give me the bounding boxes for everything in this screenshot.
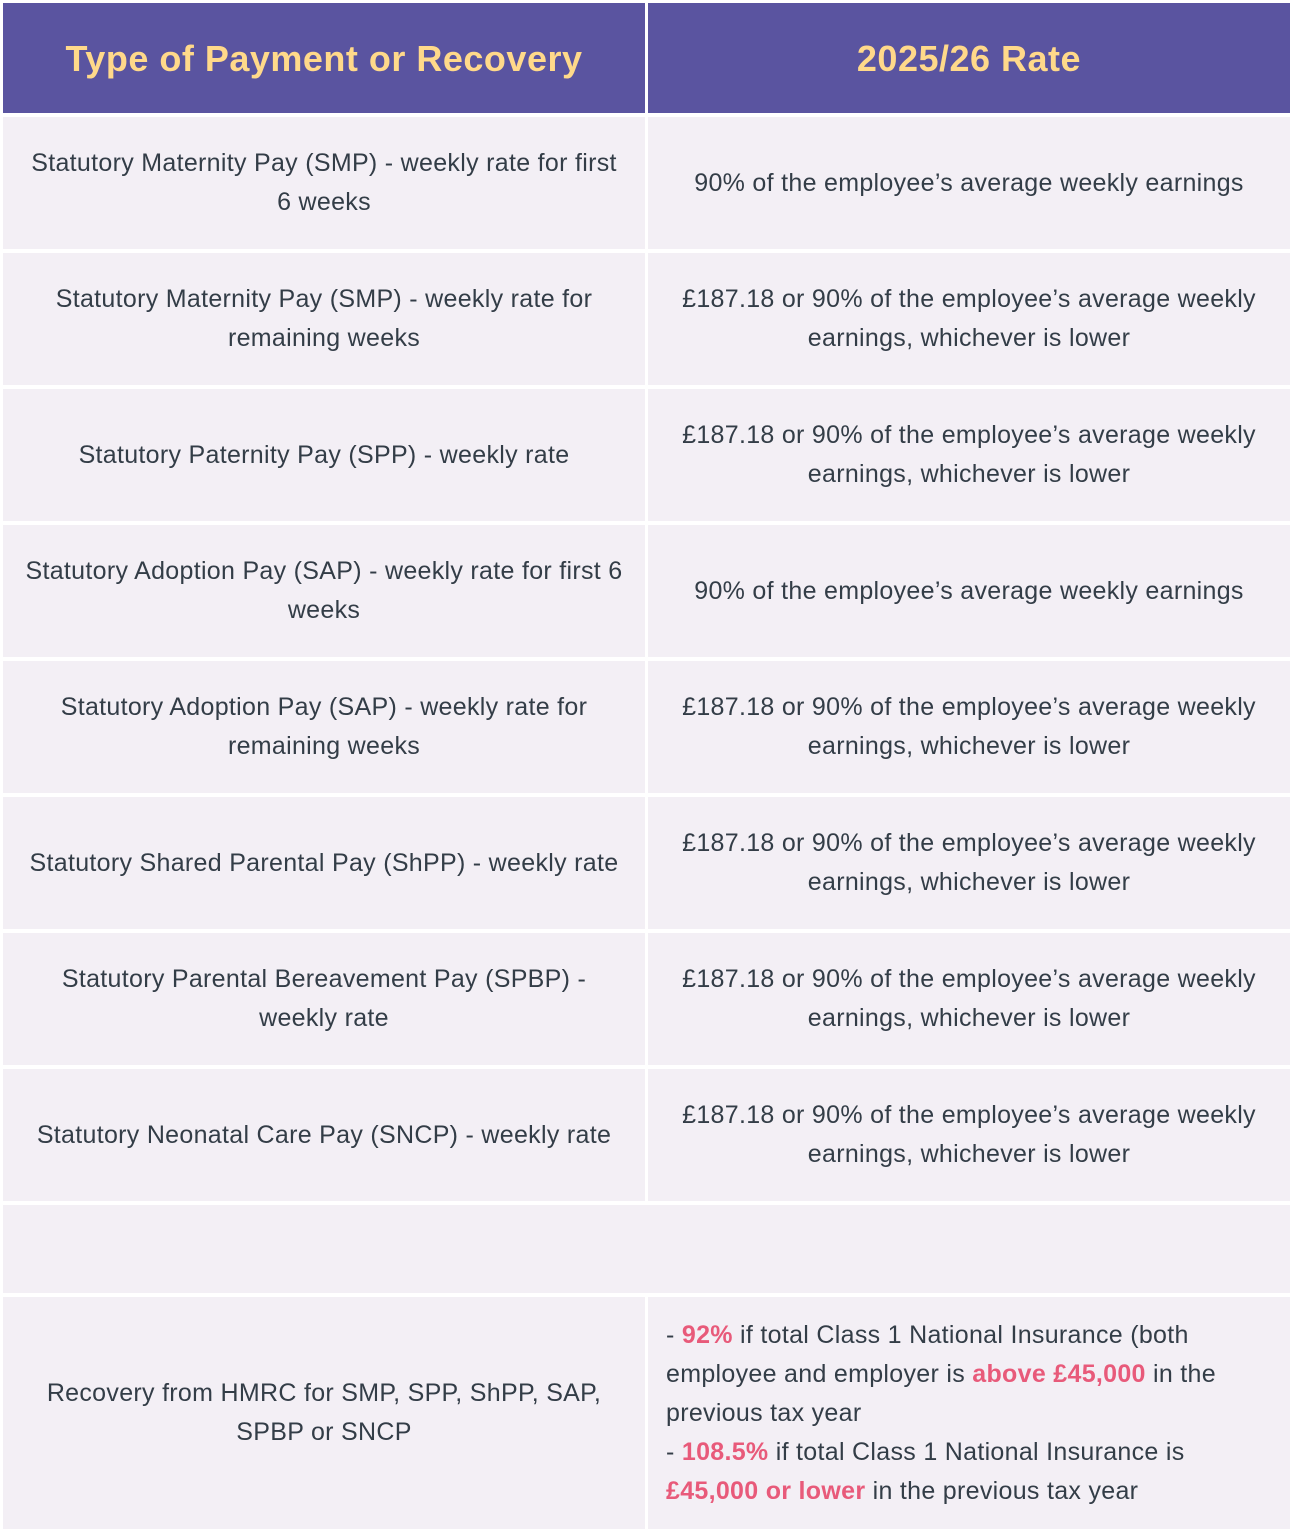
row-type: Statutory Paternity Pay (SPP) - weekly rate	[3, 389, 645, 521]
recovery-line1-suffix: in the previous tax year	[666, 1359, 1216, 1427]
row-rate: 90% of the employee’s average weekly earnings	[648, 525, 1290, 657]
row-type: Statutory Shared Parental Pay (ShPP) - weekly rate	[3, 797, 645, 929]
row-rate: £187.18 or 90% of the employee’s average weekly earnings, whichever is lower	[648, 1069, 1290, 1201]
row-type: Statutory Maternity Pay (SMP) - weekly rate for first 6 weeks	[3, 117, 645, 249]
row-rate: £187.18 or 90% of the employee’s average weekly earnings, whichever is lower	[648, 797, 1290, 929]
row-type: Statutory Adoption Pay (SAP) - weekly rate for first 6 weeks	[3, 525, 645, 657]
recovery-line2-percent: 108.5%	[681, 1437, 769, 1466]
recovery-line1-threshold: above £45,000	[972, 1359, 1146, 1388]
recovery-line1-text: if total Class 1 National Insurance (both employee and employer is	[666, 1320, 1189, 1388]
column-header-type: Type of Payment or Recovery	[3, 3, 645, 113]
row-type: Statutory Maternity Pay (SMP) - weekly rate for remaining weeks	[3, 253, 645, 385]
recovery-line2-prefix: -	[666, 1437, 682, 1466]
recovery-line2-threshold: £45,000 or lower	[666, 1476, 866, 1505]
row-rate: £187.18 or 90% of the employee’s average weekly earnings, whichever is lower	[648, 661, 1290, 793]
recovery-type: Recovery from HMRC for SMP, SPP, ShPP, SAP, SPBP or SNCP	[3, 1297, 645, 1529]
row-rate: £187.18 or 90% of the employee’s average weekly earnings, whichever is lower	[648, 253, 1290, 385]
recovery-rate	[648, 1297, 1290, 1529]
row-rate: £187.18 or 90% of the employee’s average weekly earnings, whichever is lower	[648, 389, 1290, 521]
recovery-line1-percent: 92%	[681, 1320, 733, 1349]
empty-spacer-row	[3, 1205, 1290, 1293]
row-type: Statutory Parental Bereavement Pay (SPBP) - weekly rate	[3, 933, 645, 1065]
recovery-line2-text: if total Class 1 National Insurance is	[768, 1437, 1185, 1466]
row-rate: 90% of the employee’s average weekly earnings	[648, 117, 1290, 249]
row-type: Statutory Adoption Pay (SAP) - weekly rate for remaining weeks	[3, 661, 645, 793]
row-type: Statutory Neonatal Care Pay (SNCP) - weekly rate	[3, 1069, 645, 1201]
recovery-line2-suffix: in the previous tax year	[865, 1476, 1139, 1505]
column-header-rate: 2025/26 Rate	[648, 3, 1290, 113]
row-rate: £187.18 or 90% of the employee’s average weekly earnings, whichever is lower	[648, 933, 1290, 1065]
recovery-line1-prefix: -	[666, 1320, 682, 1349]
